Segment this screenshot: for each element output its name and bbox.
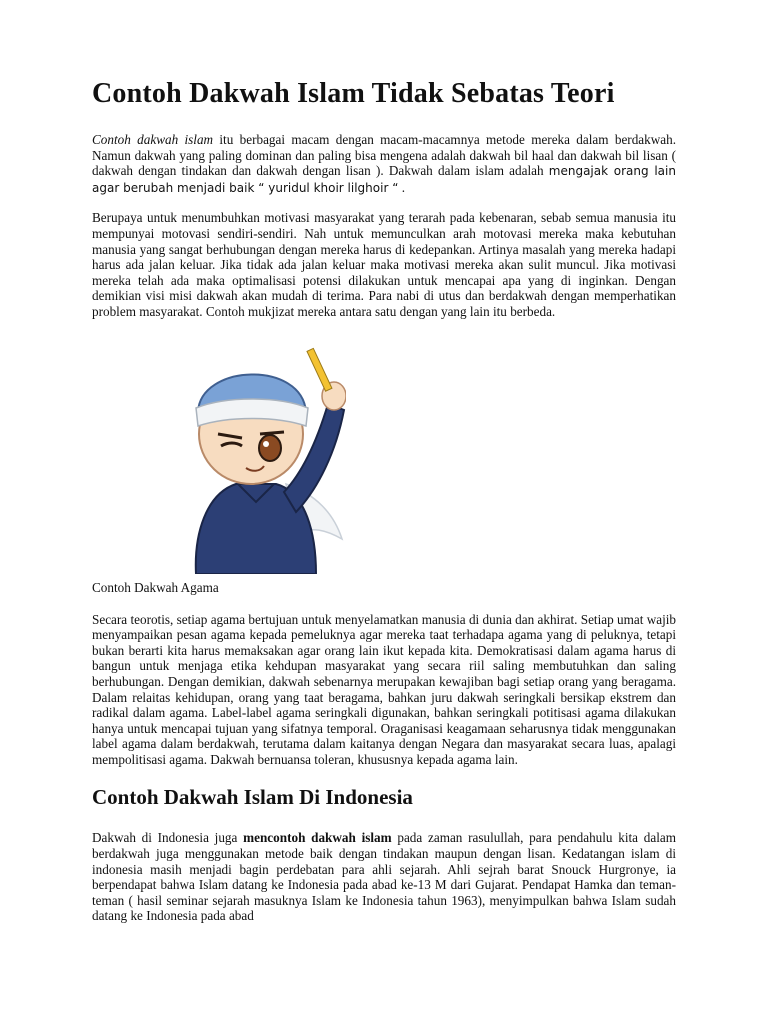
intro-sans-text: mengajak orang lain agar berubah menjadi baik “ yuridul khoir lilghoir “ — [92, 164, 676, 195]
paragraph-theory: Secara teorotis, setiap agama bertujuan untuk menyelamatkan manusia di dunia dan akhirat. Setiap umat wajib menyampaikan pesan agama kepada pemeluknya agar mereka taat terhadapa agama yang di peluknya, tetapi bukan berarti kita harus memaksakan agar orang lain ikut kepada kita. Demokratisasi dalam agama harus di bangun untuk menjaga etika kehdupan masyarakat yang secara riil saling membutuhkan dan saling berhubungan. Dengan demikian, dakwah sebenarnya merupakan kewajiban bagi setiap orang yang beragama. Dalam relaitas kehidupan, orang yang taat beragama, bahkan juru dakwah seringkali bersikap ekstrem dan radikal dalam agama. Label-label agama seringkali digunakan, bahkan seringkali potitisasi agama dilakukan hanya untuk mencapai tujuan yang sifatnya temporal. Oraganisasi keagamaan seharusnya tidak menggunakan label agama dalam berdakwah, terutama dalam kaitanya dengan Negara dan masyarakat secara luas, apalagi mempolitisasi agama. Dakwah bernuansa toleran, khususnya kepada agama lain. — [92, 611, 676, 767]
intro-text: itu berbagai macam dengan macam-macamnya metode mereka dalam berdakwah. Namun dakwah yang paling dominan dan paling bisa mengena adalah dakwah bil haal dan dakwah bil lisan ( dakwah dengan tindakan dan dakwah dengan lisan ). Dakwah dalam islam adalah — [92, 132, 676, 179]
indonesia-text: pada zaman rasulullah, para pendahulu kita dalam berdakwah juga menggunakan metode baik dengan tindakan maupun dengan lisan. Kedatangan islam di indonesia masih menjadi bagin perdebatan para ahli sejarah. Ahli sejrah barat Snouck Hurgronye, ia berpendapat bahwa Islam datang ke Indonesia pada abad ke-13 M dari Gujarat. Pendapat Hamka dan teman-teman ( hasil seminar sejarah masuknya Islam ke Indonesia tahun 1963), menyimpulkan bahwa Islam sudah datang ke Indonesia pada abad — [92, 830, 676, 924]
paragraph-intro — [92, 132, 676, 196]
indonesia-bold: mencontoh dakwah islam — [243, 830, 392, 846]
section-heading: Contoh Dakwah Islam Di Indonesia — [92, 785, 413, 810]
indonesia-start: Dakwah di Indonesia juga — [92, 830, 244, 846]
intro-end: . — [398, 179, 406, 195]
figure-caption: Contoh Dakwah Agama — [92, 579, 219, 595]
page-title: Contoh Dakwah Islam Tidak Sebatas Teori — [92, 78, 615, 109]
cartoon-boy-with-pencil-icon — [166, 334, 346, 574]
paragraph-motivation: Berupaya untuk menumbuhkan motivasi masyarakat yang terarah pada kebenaran, sebab semua manusia itu mempunyai motovasi sendiri-sendiri. Nah untuk memunculkan arah motovasi mereka maka kebutuhan manusia yang sangat berhubungan dengan mereka harus di kedepankan. Artinya masalah yang mereka hadapi harus ada jalan keluar. Jika tidak ada jalan keluar maka motivasi mereka akan sulit muncul. Jika motivasi mereka telah ada maka optimalisasi potensi dilakukan untuk mencapai apa yang di inginkan. Dengan demikian visi misi dakwah akan mudah di terima. Para nabi di utus dan berdakwah dengan memperhatikan problem masyarakat. Contoh mukjizat mereka antara satu dengan yang lain itu berbeda. — [92, 210, 676, 319]
intro-italic: Contoh dakwah islam — [92, 132, 214, 147]
paragraph-indonesia — [92, 830, 676, 924]
